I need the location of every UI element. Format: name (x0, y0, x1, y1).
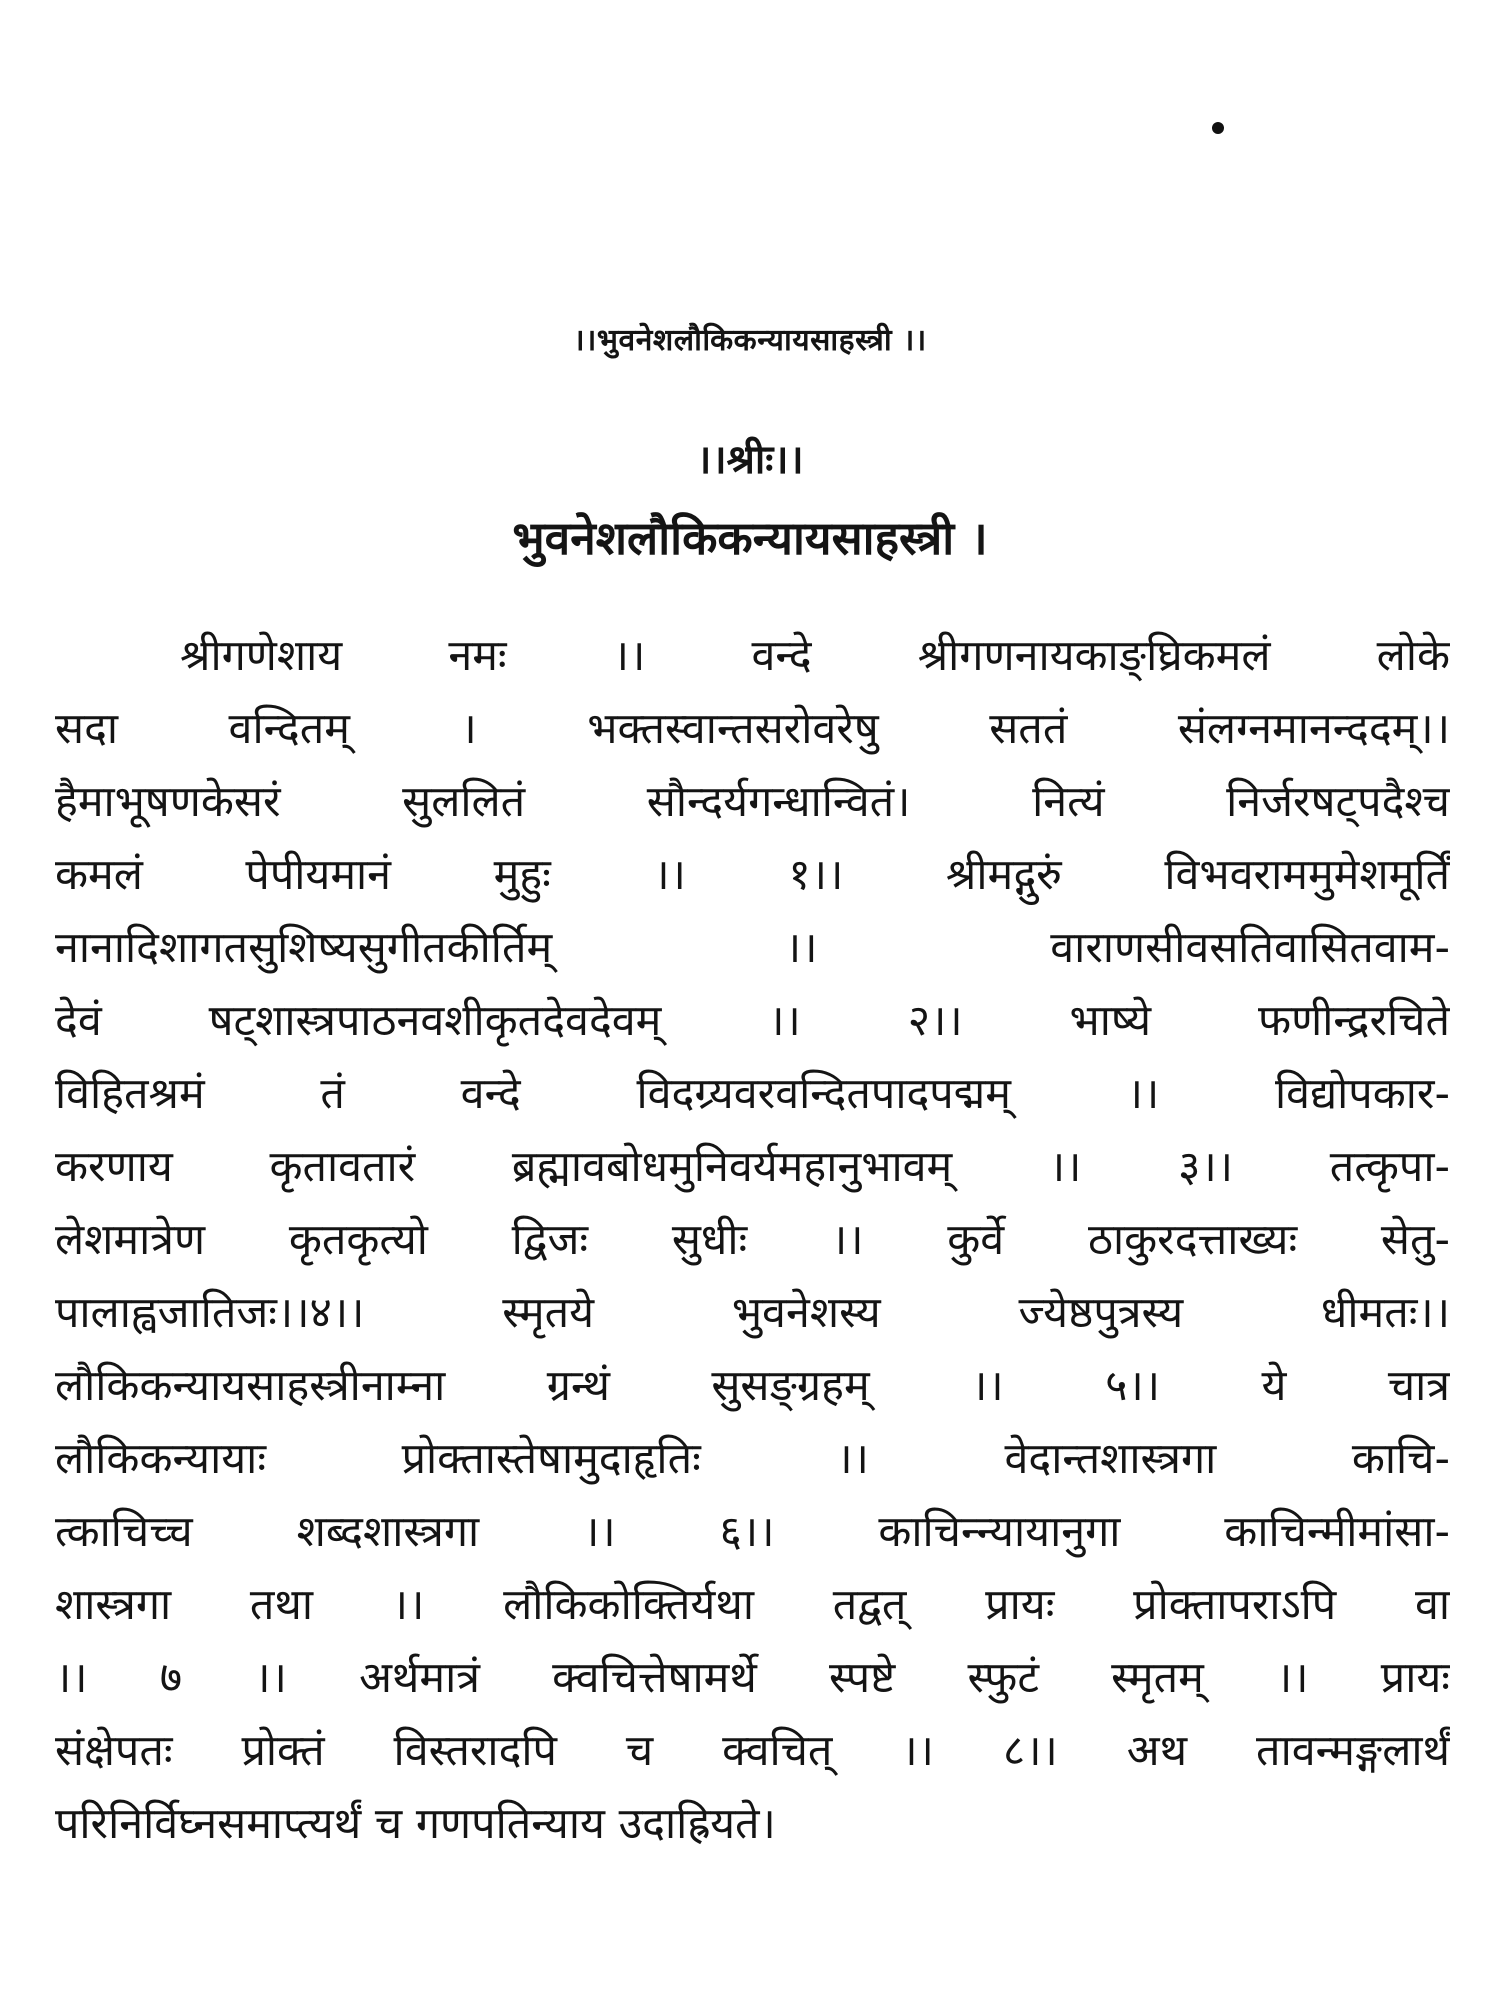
text-line: परिनिर्विघ्नसमाप्त्यर्थं च गणपतिन्याय उदाह्रियते। (55, 1799, 776, 1849)
text-line: देवं षट्शास्त्रपाठनवशीकृतदेवदेवम् ।। २।। भाष्ये फणीन्द्ररचिते (55, 996, 1450, 1046)
text-line: लौकिकन्यायसाहस्त्रीनाम्ना ग्रन्थं सुसङ्ग्रहम् ।। ५।। ये चात्र (55, 1361, 1450, 1411)
book-title: भुवनेशलौकिकन्यायसाहस्त्री । (512, 511, 988, 565)
text-line: श्रीगणेशाय नमः ।। वन्दे श्रीगणनायकाङ्घ्रिकमलं लोके (180, 631, 1450, 681)
text-line: त्काचिच्च शब्दशास्त्रगा ।। ६।। काचिन्न्यायानुगा काचिन्मीमांसा- (55, 1507, 1450, 1557)
text-line: करणाय कृतावतारं ब्रह्मावबोधमुनिवर्यमहानुभावम् ।। ३।। तत्कृपा- (55, 1142, 1450, 1192)
ink-dot (1212, 122, 1224, 134)
text-line: कमलं पेपीयमानं मुहुः ।। १।। श्रीमद्गुरुं विभवराममुमेशमूर्तिं (55, 850, 1450, 900)
body-paragraph (55, 620, 1450, 1861)
text-line: पालाह्वजातिजः।।४।। स्मृतये भुवनेशस्य ज्येष्ठपुत्रस्य धीमतः।। (55, 1288, 1450, 1338)
text-line: हैमाभूषणकेसरं सुललितं सौन्दर्यगन्धान्वितं। नित्यं निर्जरषट्पदैश्च (55, 777, 1450, 827)
text-line: सदा वन्दितम् । भक्तस्वान्तसरोवरेषु सततं संलग्नमानन्ददम्।। (55, 704, 1450, 754)
text-line: संक्षेपतः प्रोक्तं विस्तरादपि च क्वचित् ।। ८।। अथ तावन्मङ्गलार्थं (55, 1726, 1450, 1776)
text-line: लौकिकन्यायाः प्रोक्तास्तेषामुदाहृतिः ।। वेदान्तशास्त्रगा काचि- (55, 1434, 1450, 1484)
text-line: लेशमात्रेण कृतकृत्यो द्विजः सुधीः ।। कुर्वे ठाकुरदत्ताख्यः सेतु- (55, 1215, 1450, 1265)
text-line: ।। ७ ।। अर्थमात्रं क्वचित्तेषामर्थे स्पष्टे स्फुटं स्मृतम् ।। प्रायः (55, 1653, 1450, 1703)
text-line: नानादिशागतसुशिष्यसुगीतकीर्तिम् ।। वाराणसीवसतिवासितवाम- (55, 923, 1450, 973)
text-line: विहितश्रमं तं वन्दे विदग्र्यवरवन्दितपादपद्मम् ।। विद्योपकार- (55, 1069, 1450, 1119)
invocation-heading: ।।श्रीः।। (696, 437, 804, 483)
text-line: शास्त्रगा तथा ।। लौकिकोक्तिर्यथा तद्वत् प्रायः प्रोक्तापराऽपि वा (55, 1580, 1450, 1630)
running-head: ।।भुवनेशलौकिकन्यायसाहस्त्री ।। (573, 323, 927, 358)
